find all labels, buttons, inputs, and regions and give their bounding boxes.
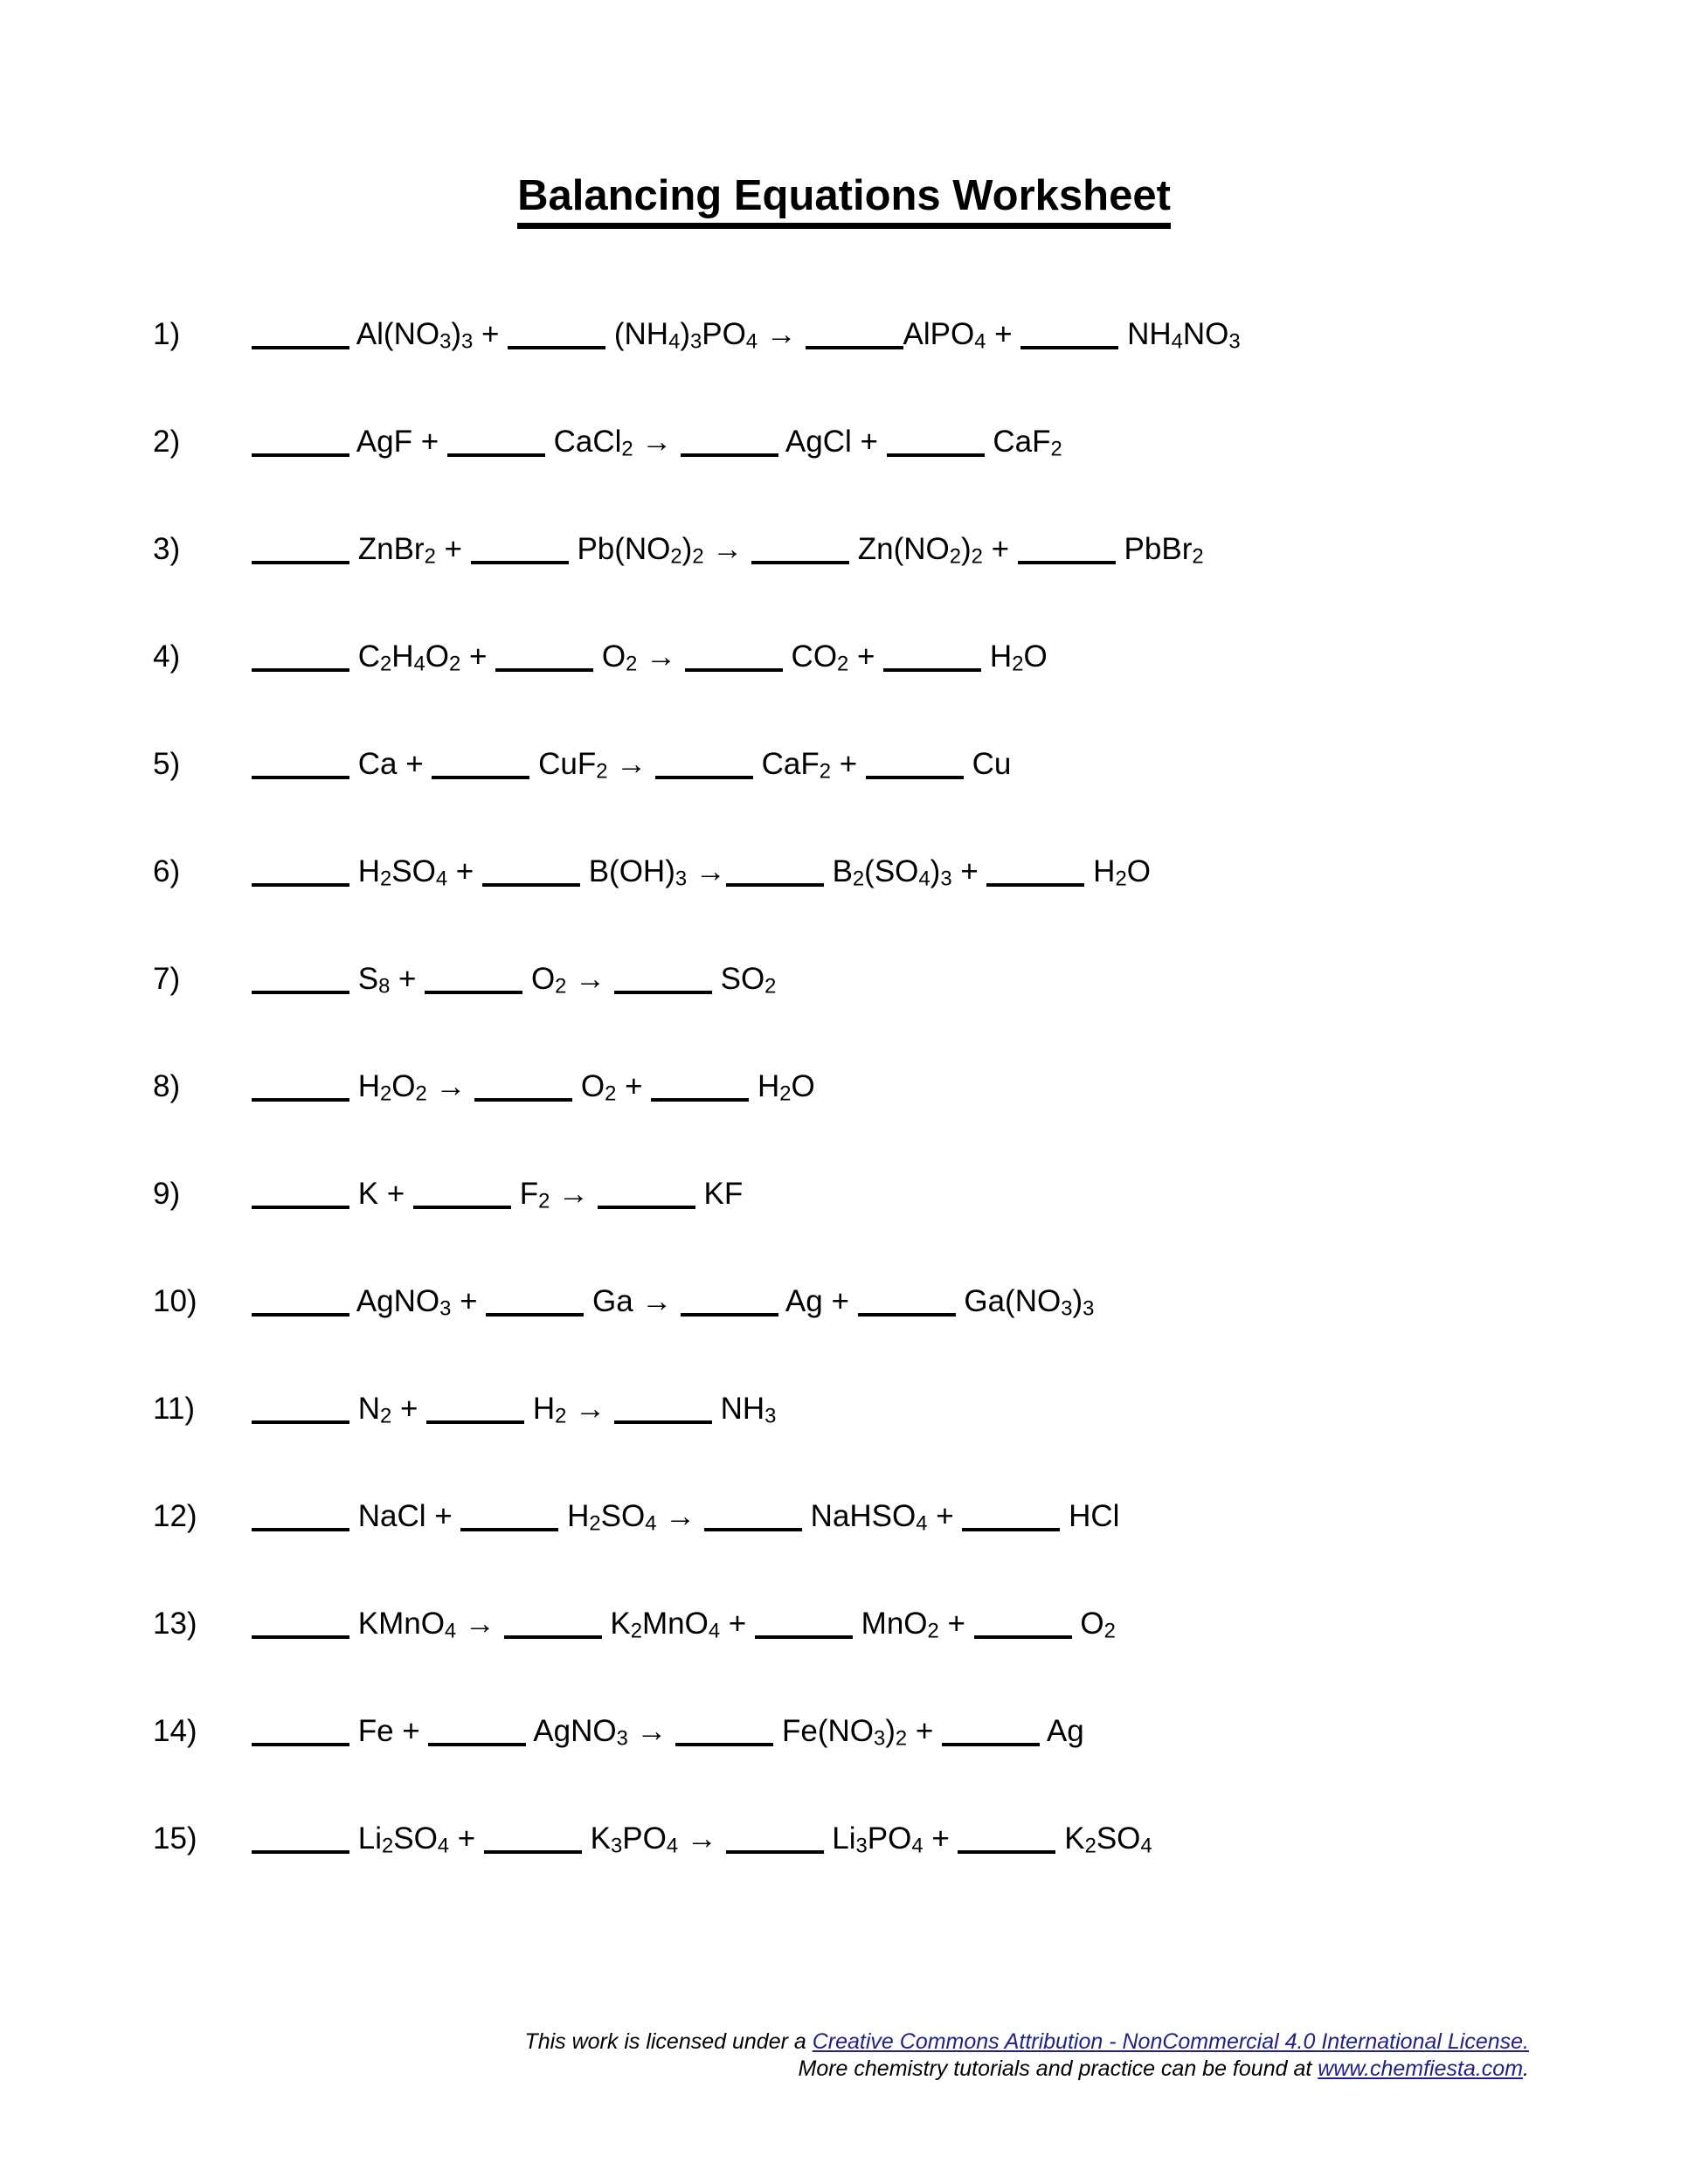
equation-row: [153, 960, 1688, 999]
coefficient-blank-field[interactable]: [685, 668, 783, 672]
page-title: Balancing Equations Worksheet: [517, 173, 1171, 229]
creative-commons-license-link[interactable]: Creative Commons Attribution - NonCommercial 4.0 International License.: [812, 2029, 1529, 2054]
equation-number: 8): [153, 1068, 181, 1103]
coefficient-blank-field[interactable]: [726, 1850, 824, 1854]
coefficient-blank-field[interactable]: [484, 1850, 582, 1854]
coefficient-blank-field[interactable]: [252, 1313, 349, 1317]
equation-body: $S_8 + O_2 \to SO_2$: [252, 962, 776, 996]
coefficient-blank-field[interactable]: [1020, 346, 1118, 349]
license-footer: [524, 2028, 1529, 2083]
equation-row: [153, 1497, 1688, 1536]
equation-number: 7): [153, 961, 181, 996]
coefficient-blank-field[interactable]: [806, 346, 903, 349]
coefficient-blank-field[interactable]: [598, 1206, 695, 1209]
equation-body: KMnO$_4$ → $K_2MnO_4 + MnO_2 + O_2$: [252, 1607, 1116, 1641]
coefficient-blank-field[interactable]: [252, 1528, 349, 1531]
coefficient-blank-field[interactable]: [866, 776, 964, 779]
coefficient-blank-field[interactable]: [887, 453, 985, 457]
coefficient-blank-field[interactable]: [426, 1420, 524, 1424]
coefficient-blank-field[interactable]: [681, 1313, 778, 1317]
coefficient-blank-field[interactable]: [958, 1850, 1055, 1854]
coefficient-blank-field[interactable]: [460, 1528, 558, 1531]
equation-number: 5): [153, 746, 181, 781]
coefficient-blank-field[interactable]: [755, 1635, 853, 1639]
equation-number: 9): [153, 1176, 181, 1211]
coefficient-blank-field[interactable]: [942, 1743, 1040, 1746]
equation-row: [153, 853, 1688, 891]
equation-body: $H_2O_2 \to O_2 + H_2O$: [252, 1069, 815, 1103]
equation-number: 4): [153, 639, 181, 674]
equation-body: Fe + AgNO$_3$ → $Fe(NO_3)_2 + Ag$: [252, 1714, 1084, 1748]
equation-row: [153, 1820, 1688, 1858]
coefficient-blank-field[interactable]: [858, 1313, 956, 1317]
equation-body: AgF + CaCl$_2$ → AgCl + CaF$_2$: [252, 425, 1062, 459]
more-tutorials-line: [524, 2056, 1529, 2083]
equation-row: [153, 1712, 1688, 1751]
coefficient-blank-field[interactable]: [883, 668, 981, 672]
license-line: [524, 2028, 1529, 2056]
equation-row: [153, 1068, 1688, 1106]
coefficient-blank-field[interactable]: [413, 1206, 511, 1209]
coefficient-blank-field[interactable]: [432, 776, 529, 779]
coefficient-blank-field[interactable]: [651, 1098, 749, 1102]
equation-row: [153, 1175, 1688, 1213]
equation-body: NaCl + $H_2SO_4$ → NaHSO$_4$ + HCl: [252, 1499, 1119, 1533]
coefficient-blank-field[interactable]: [474, 1098, 572, 1102]
equation-row: [153, 423, 1688, 461]
chemfiesta-link[interactable]: www.chemfiesta.com: [1318, 2056, 1524, 2081]
coefficient-blank-field[interactable]: [681, 453, 778, 457]
equation-number: 12): [153, 1498, 197, 1533]
equation-row: [153, 1282, 1688, 1321]
coefficient-blank-field[interactable]: [675, 1743, 773, 1746]
equation-body: Ca + CuF$_2$ → CaF$_2$ + Cu: [252, 747, 1011, 781]
coefficient-blank-field[interactable]: [252, 776, 349, 779]
coefficient-blank-field[interactable]: [252, 668, 349, 672]
coefficient-blank-field[interactable]: [962, 1528, 1060, 1531]
coefficient-blank-field[interactable]: [252, 1098, 349, 1102]
equation-body: $C_2H_4O_2 + O_2 \to CO_2 + H_2O$: [252, 639, 1048, 674]
coefficient-blank-field[interactable]: [751, 561, 849, 564]
coefficient-blank-field[interactable]: [508, 346, 605, 349]
coefficient-blank-field[interactable]: [447, 453, 545, 457]
equation-row: [153, 1605, 1688, 1643]
equation-row: [153, 638, 1688, 676]
equation-body: $Li_2SO_4 + K_3PO_4 \to Li_3PO_4 + K_2SO_4$: [252, 1821, 1152, 1856]
coefficient-blank-field[interactable]: [495, 668, 593, 672]
equation-list: [0, 315, 1688, 1858]
equation-number: 14): [153, 1713, 197, 1748]
coefficient-blank-field[interactable]: [252, 1743, 349, 1746]
coefficient-blank-field[interactable]: [726, 883, 824, 887]
equation-number: 10): [153, 1283, 197, 1318]
equation-body: ZnBr$_2$ + $Pb(NO_2)_2 \to Zn(NO_2)_2$ + PbBr$_2$: [252, 532, 1204, 566]
equation-body: $H_2SO_4 + B(OH)_3 \to B_2(SO_4)_3 + H_2O$: [252, 854, 1151, 888]
equation-body: $K + F_2$ → KF: [252, 1177, 743, 1211]
equation-number: 2): [153, 424, 181, 459]
coefficient-blank-field[interactable]: [428, 1743, 526, 1746]
coefficient-blank-field[interactable]: [252, 453, 349, 457]
equation-number: 1): [153, 316, 181, 351]
sentence-period: .: [1523, 2056, 1529, 2081]
coefficient-blank-field[interactable]: [252, 883, 349, 887]
equation-number: 3): [153, 531, 181, 566]
equation-row: [153, 530, 1688, 569]
coefficient-blank-field[interactable]: [252, 561, 349, 564]
more-tutorials-text: More chemistry tutorials and practice can be found at: [798, 2056, 1318, 2081]
coefficient-blank-field[interactable]: [614, 1420, 712, 1424]
license-text: This work is licensed under a: [524, 2029, 813, 2054]
coefficient-blank-field[interactable]: [252, 346, 349, 349]
coefficient-blank-field[interactable]: [252, 991, 349, 994]
equation-row: [153, 1390, 1688, 1428]
coefficient-blank-field[interactable]: [486, 1313, 584, 1317]
equation-body: $Al(NO_3)_3 + (NH_4)_3PO_4$ → AlPO$_4$ + $NH_4NO_3$: [252, 317, 1241, 351]
equation-number: 6): [153, 854, 181, 888]
coefficient-blank-field[interactable]: [252, 1850, 349, 1854]
coefficient-blank-field[interactable]: [655, 776, 753, 779]
equation-number: 13): [153, 1606, 197, 1641]
equation-body: AgNO$_3$ + $Ga \to Ag + Ga(NO_3)_3$: [252, 1284, 1094, 1318]
coefficient-blank-field[interactable]: [614, 991, 712, 994]
page-header: [0, 0, 1688, 258]
coefficient-blank-field[interactable]: [471, 561, 569, 564]
coefficient-blank-field[interactable]: [704, 1528, 802, 1531]
coefficient-blank-field[interactable]: [425, 991, 522, 994]
equation-number: 15): [153, 1821, 197, 1856]
coefficient-blank-field[interactable]: [504, 1635, 602, 1639]
coefficient-blank-field[interactable]: [252, 1635, 349, 1639]
equation-body: $N_2 + H_2 \to NH_3$: [252, 1392, 776, 1426]
coefficient-blank-field[interactable]: [482, 883, 580, 887]
coefficient-blank-field[interactable]: [252, 1206, 349, 1209]
coefficient-blank-field[interactable]: [974, 1635, 1072, 1639]
equation-row: [153, 315, 1688, 354]
coefficient-blank-field[interactable]: [1018, 561, 1116, 564]
equation-row: [153, 745, 1688, 784]
coefficient-blank-field[interactable]: [986, 883, 1084, 887]
coefficient-blank-field[interactable]: [252, 1420, 349, 1424]
equation-number: 11): [153, 1391, 195, 1426]
